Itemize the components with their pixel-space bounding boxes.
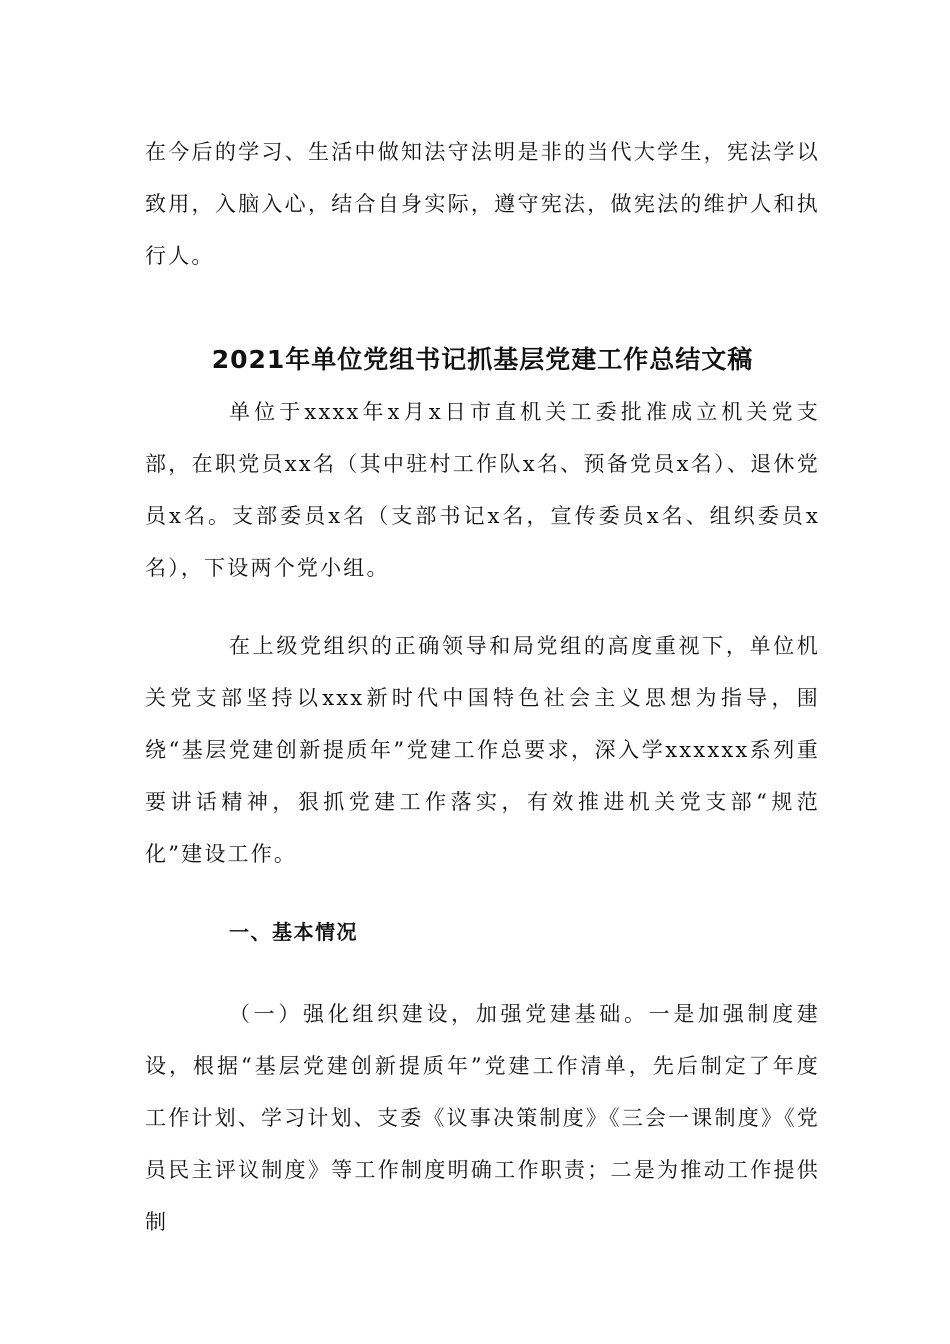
paragraph-organization: （一）强化组织建设，加强党建基础。一是加强制度建设，根据“基层党建创新提质年”党建工作清单，先后制定了年度工作计划、学习计划、支委《议事决策制度》《三会一课制度》《党员民主评议制度》等工作制度明确工作职责；二是为推动工作提供制 xyxy=(145,1002,820,1234)
intro-paragraph: 在今后的学习、生活中做知法守法明是非的当代大学生，宪法学以致用，入脑入心，结合自身实际，遵守宪法，做宪法的维护人和执行人。 xyxy=(145,140,820,268)
document-title: 2021年单位党组书记抓基层党建工作总结文稿 xyxy=(211,345,754,374)
paragraph-unit-overview: 单位于xxxx年x月x日市直机关工委批准成立机关党支部，在职党员xx名（其中驻村工作队x名、预备党员x名）、退休党员x名。支部委员x名（支部书记x名，宣传委员x名、组织委员x名），下设两个党小组。 xyxy=(145,400,820,580)
section-heading: 一、基本情况 xyxy=(229,920,358,944)
paragraph-party-work: 在上级党组织的正确领导和局党组的高度重视下，单位机关党支部坚持以xxx新时代中国特色社会主义思想为指导，围绕“基层党建创新提质年”党建工作总要求，深入学xxxxxx系列重要讲话精神，狠抓党建工作落实，有效推进机关党支部“规范化”建设工作。 xyxy=(145,634,820,866)
